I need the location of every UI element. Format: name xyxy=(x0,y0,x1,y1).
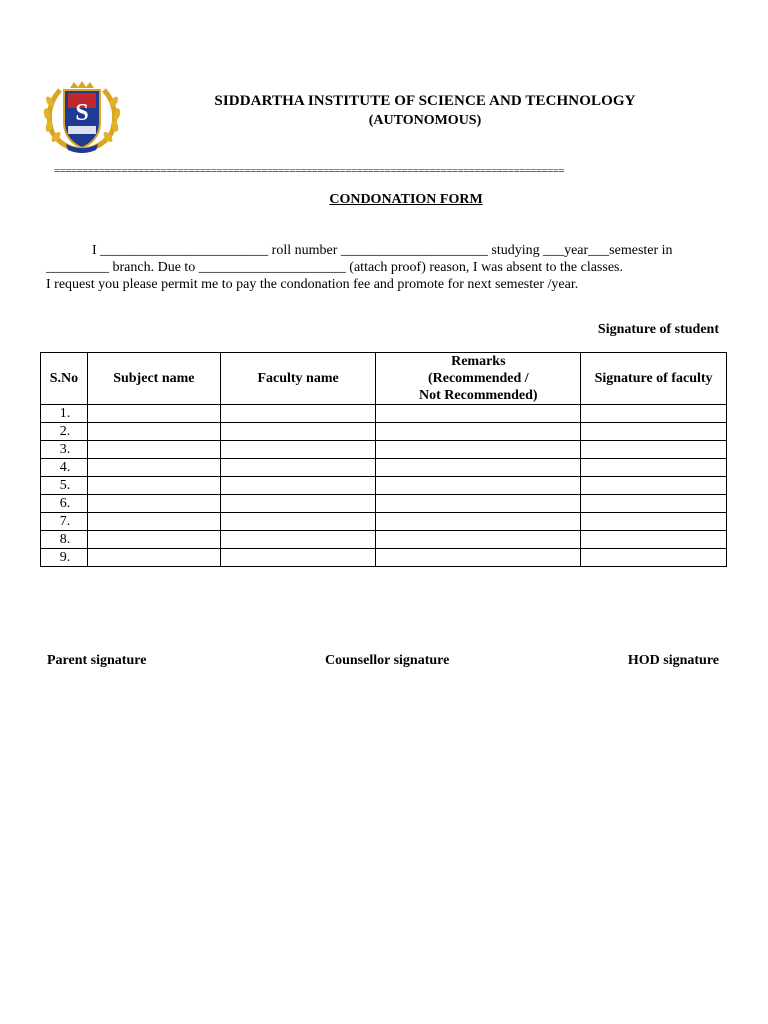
counsellor-signature-label: Counsellor signature xyxy=(325,653,450,668)
row-signature-cell[interactable] xyxy=(581,513,727,531)
hod-signature-label: HOD signature xyxy=(627,653,719,668)
row-remarks-cell[interactable] xyxy=(376,477,581,495)
table-row xyxy=(41,495,727,513)
row-sno: 7. xyxy=(41,513,88,531)
parent-signature-label: Parent signature xyxy=(47,653,147,668)
row-faculty-cell[interactable] xyxy=(220,405,376,423)
header-faculty-signature: Signature of faculty xyxy=(581,353,727,405)
header-remarks xyxy=(376,353,581,405)
row-sno: 5. xyxy=(41,477,88,495)
row-sno: 3. xyxy=(41,441,88,459)
row-signature-cell[interactable] xyxy=(581,405,727,423)
header-remarks-line-3: Not Recommended) xyxy=(419,388,538,403)
row-signature-cell[interactable] xyxy=(581,531,727,549)
declaration-paragraph xyxy=(46,242,720,293)
header-faculty-name: Faculty name xyxy=(220,353,376,405)
paragraph-line-1: I ________________________ roll number _____________________ studying ___year___semester in xyxy=(92,243,673,258)
row-signature-cell[interactable] xyxy=(581,423,727,441)
row-signature-cell[interactable] xyxy=(581,495,727,513)
faculty-remarks-table xyxy=(40,352,727,567)
row-subject-cell[interactable] xyxy=(87,459,220,477)
institute-logo xyxy=(38,80,126,154)
svg-text:S: S xyxy=(75,100,89,126)
table-row xyxy=(41,513,727,531)
table-row xyxy=(41,549,727,567)
form-title: CONDONATION FORM xyxy=(329,192,483,207)
paragraph-line-3: I request you please permit me to pay the condonation fee and promote for next semester /year. xyxy=(46,277,579,292)
row-faculty-cell[interactable] xyxy=(220,459,376,477)
table-row xyxy=(41,459,727,477)
row-remarks-cell[interactable] xyxy=(376,441,581,459)
table-row xyxy=(41,405,727,423)
row-sno: 6. xyxy=(41,495,88,513)
table-row xyxy=(41,477,727,495)
row-subject-cell[interactable] xyxy=(87,513,220,531)
row-faculty-cell[interactable] xyxy=(220,495,376,513)
row-faculty-cell[interactable] xyxy=(220,423,376,441)
row-faculty-cell[interactable] xyxy=(220,441,376,459)
institute-name: SIDDARTHA INSTITUTE OF SCIENCE AND TECHNOLOGY xyxy=(214,93,636,109)
paragraph-line-2: _________ branch. Due to _____________________ (attach proof) reason, I was absent to the classes. xyxy=(46,260,623,275)
row-subject-cell[interactable] xyxy=(87,477,220,495)
institute-subtitle: (AUTONOMOUS) xyxy=(368,113,482,128)
header-sno: S.No xyxy=(41,353,88,405)
row-signature-cell[interactable] xyxy=(581,549,727,567)
row-faculty-cell[interactable] xyxy=(220,549,376,567)
row-signature-cell[interactable] xyxy=(581,477,727,495)
row-signature-cell[interactable] xyxy=(581,441,727,459)
table-row xyxy=(41,441,727,459)
row-subject-cell[interactable] xyxy=(87,531,220,549)
row-faculty-cell[interactable] xyxy=(220,513,376,531)
separator-line: =========================================================================================== xyxy=(54,165,564,177)
row-faculty-cell[interactable] xyxy=(220,531,376,549)
table-row xyxy=(41,531,727,549)
student-signature-label: Signature of student xyxy=(597,322,719,337)
row-subject-cell[interactable] xyxy=(87,441,220,459)
row-sno: 2. xyxy=(41,423,88,441)
row-remarks-cell[interactable] xyxy=(376,495,581,513)
header-remarks-line-2: (Recommended / xyxy=(427,371,529,386)
row-remarks-cell[interactable] xyxy=(376,459,581,477)
row-sno: 9. xyxy=(41,549,88,567)
row-signature-cell[interactable] xyxy=(581,459,727,477)
row-remarks-cell[interactable] xyxy=(376,423,581,441)
row-remarks-cell[interactable] xyxy=(376,405,581,423)
row-sno: 1. xyxy=(41,405,88,423)
row-remarks-cell[interactable] xyxy=(376,549,581,567)
row-subject-cell[interactable] xyxy=(87,423,220,441)
row-subject-cell[interactable] xyxy=(87,495,220,513)
row-sno: 8. xyxy=(41,531,88,549)
header-subject-name: Subject name xyxy=(87,353,220,405)
row-faculty-cell[interactable] xyxy=(220,477,376,495)
row-subject-cell[interactable] xyxy=(87,405,220,423)
table-row xyxy=(41,423,727,441)
row-remarks-cell[interactable] xyxy=(376,513,581,531)
row-sno: 4. xyxy=(41,459,88,477)
table-header-row xyxy=(41,353,727,405)
row-remarks-cell[interactable] xyxy=(376,531,581,549)
row-subject-cell[interactable] xyxy=(87,549,220,567)
header-remarks-line-1: Remarks xyxy=(451,354,506,369)
